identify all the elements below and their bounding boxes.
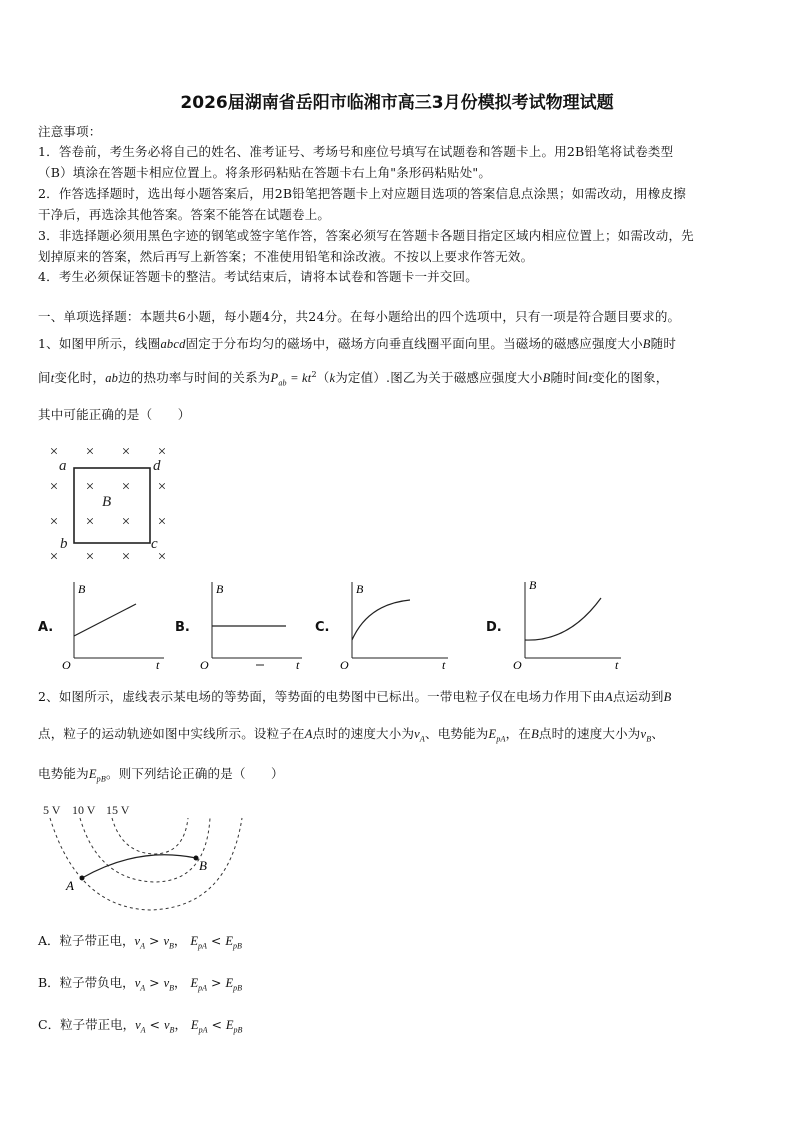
- particle-trajectory: [82, 855, 196, 878]
- corner-b: b: [60, 536, 68, 552]
- option-a-label: A.: [38, 620, 54, 635]
- option-c-graph: [338, 576, 456, 672]
- concave-curve: [352, 600, 410, 640]
- cross-mark: ×: [85, 444, 95, 460]
- q2-option-b[interactable]: B．粒子带负电，$v_A > v_B$， $E_{pA} > E_{pB}$: [38, 975, 243, 993]
- cross-mark: ×: [121, 514, 131, 530]
- q2-line-3: 电势能为$E_{pB}$。则下列结论正确的是（ ）: [38, 766, 284, 784]
- page-title: 2026届湖南省岳阳市临湘市高三3月份模拟考试物理试题: [180, 93, 614, 113]
- linear-curve: [74, 604, 136, 636]
- cross-mark: ×: [157, 444, 167, 460]
- notice-line-7: 4．考生必须保证答题卡的整洁。考试结束后，请将本试卷和答题卡一并交回。: [38, 269, 478, 284]
- svg-text:B: B: [78, 582, 86, 596]
- svg-text:O: O: [340, 658, 349, 672]
- cross-mark: ×: [49, 514, 59, 530]
- notice-line-2: （B）填涂在答题卡相应位置上。将条形码粘贴在答题卡右上角"条形码粘贴处"。: [38, 165, 492, 180]
- option-d-graph: [511, 576, 629, 672]
- convex-curve: [525, 598, 601, 640]
- equipotential-15v: [112, 818, 188, 854]
- point-A-dot: [80, 876, 85, 881]
- svg-text:O: O: [513, 658, 522, 672]
- coil-field-figure: [38, 432, 178, 572]
- point-B-label: B: [199, 858, 207, 873]
- q2-line-2: 点，粒子的运动轨迹如图中实线所示。设粒子在A点时的速度大小为$v_A$、电势能为$E_{pA}$，在B点时的速度大小为$v_B$、: [38, 726, 665, 744]
- cross-mark: ×: [157, 479, 167, 495]
- point-A-label: A: [66, 878, 74, 893]
- notice-line-4: 干净后，再选涂其他答案。答案不能答在试题卷上。: [38, 207, 331, 222]
- svg-text:t: t: [296, 658, 300, 672]
- equipotential-5v: [50, 818, 242, 910]
- field-label-B: B: [102, 494, 112, 510]
- notice-line-5: 3．非选择题必须用黑色字迹的钢笔或签字笔作答，答案必须写在答题卡各题目指定区域内相应位置上；如需改动，先: [38, 228, 694, 243]
- cross-mark: ×: [157, 514, 167, 530]
- notice-line-6: 划掉原来的答案，然后再写上新答案；不准使用铅笔和涂改液。不按以上要求作答无效。: [38, 249, 534, 264]
- corner-a: a: [59, 458, 67, 474]
- svg-text:t: t: [156, 658, 160, 672]
- svg-text:B: B: [356, 582, 364, 596]
- notice-line-1: 1．答卷前，考生务必将自己的姓名、准考证号、考场号和座位号填写在试题卷和答题卡上。用2B铅笔将试卷类型: [38, 144, 674, 159]
- cross-mark: ×: [157, 549, 167, 565]
- cross-mark: ×: [85, 514, 95, 530]
- corner-d: d: [153, 458, 161, 474]
- cross-mark: ×: [49, 479, 59, 495]
- notice-heading: 注意事项：: [38, 124, 102, 139]
- cross-mark: ×: [121, 549, 131, 565]
- option-c-label: C.: [315, 620, 330, 635]
- cross-mark: ×: [85, 549, 95, 565]
- notice-line-3: 2．作答选择题时，选出每小题答案后，用2B铅笔把答题卡上对应题目选项的答案信息点涂黑；如需改动，用橡皮擦: [38, 186, 686, 201]
- potential-5v: 5 V: [43, 803, 61, 817]
- option-d-label: D.: [486, 620, 502, 635]
- equipotential-figure: [38, 798, 258, 918]
- svg-text:B: B: [216, 582, 224, 596]
- cross-mark: ×: [121, 479, 131, 495]
- corner-c: c: [151, 536, 158, 552]
- option-a-graph: [60, 576, 170, 672]
- q2-option-a[interactable]: A．粒子带正电，$v_A > v_B$， $E_{pA} < E_{pB}$: [38, 933, 242, 951]
- equipotential-10v: [80, 818, 210, 882]
- potential-10v: 10 V: [72, 803, 96, 817]
- q1-line-3: 其中可能正确的是（ ）: [38, 407, 191, 422]
- q1-line-1: 1、如图甲所示，线圈abcd固定于分布均匀的磁场中，磁场方向垂直线圈平面向里。当磁场的磁感应强度大小B随时: [38, 336, 677, 351]
- svg-text:t: t: [442, 658, 446, 672]
- cross-mark: ×: [85, 479, 95, 495]
- svg-text:O: O: [62, 658, 71, 672]
- section-heading: 一、单项选择题：本题共6小题，每小题4分，共24分。在每小题给出的四个选项中，只有一项是符合题目要求的。: [38, 309, 681, 324]
- q2-option-c[interactable]: C．粒子带正电，$v_A < v_B$， $E_{pA} < E_{pB}$: [38, 1017, 243, 1035]
- q2-line-1: 2、如图所示，虚线表示某电场的等势面，等势面的电势图中已标出。一带电粒子仅在电场力作用下由A点运动到B: [38, 689, 672, 704]
- svg-text:B: B: [529, 578, 537, 592]
- cross-mark: ×: [49, 549, 59, 565]
- svg-text:O: O: [200, 658, 209, 672]
- point-B-dot: [194, 856, 199, 861]
- option-b-graph: [198, 576, 308, 672]
- cross-mark: ×: [49, 444, 59, 460]
- svg-text:t: t: [615, 658, 619, 672]
- option-b-label: B.: [175, 620, 190, 635]
- cross-mark: ×: [121, 444, 131, 460]
- q1-line-2: 间t变化时，ab边的热功率与时间的关系为$P_{ab} = kt^2(k$为定值）.图乙为关于磁感应强度大小B随时间t变化的图象，: [38, 369, 669, 388]
- potential-15v: 15 V: [106, 803, 130, 817]
